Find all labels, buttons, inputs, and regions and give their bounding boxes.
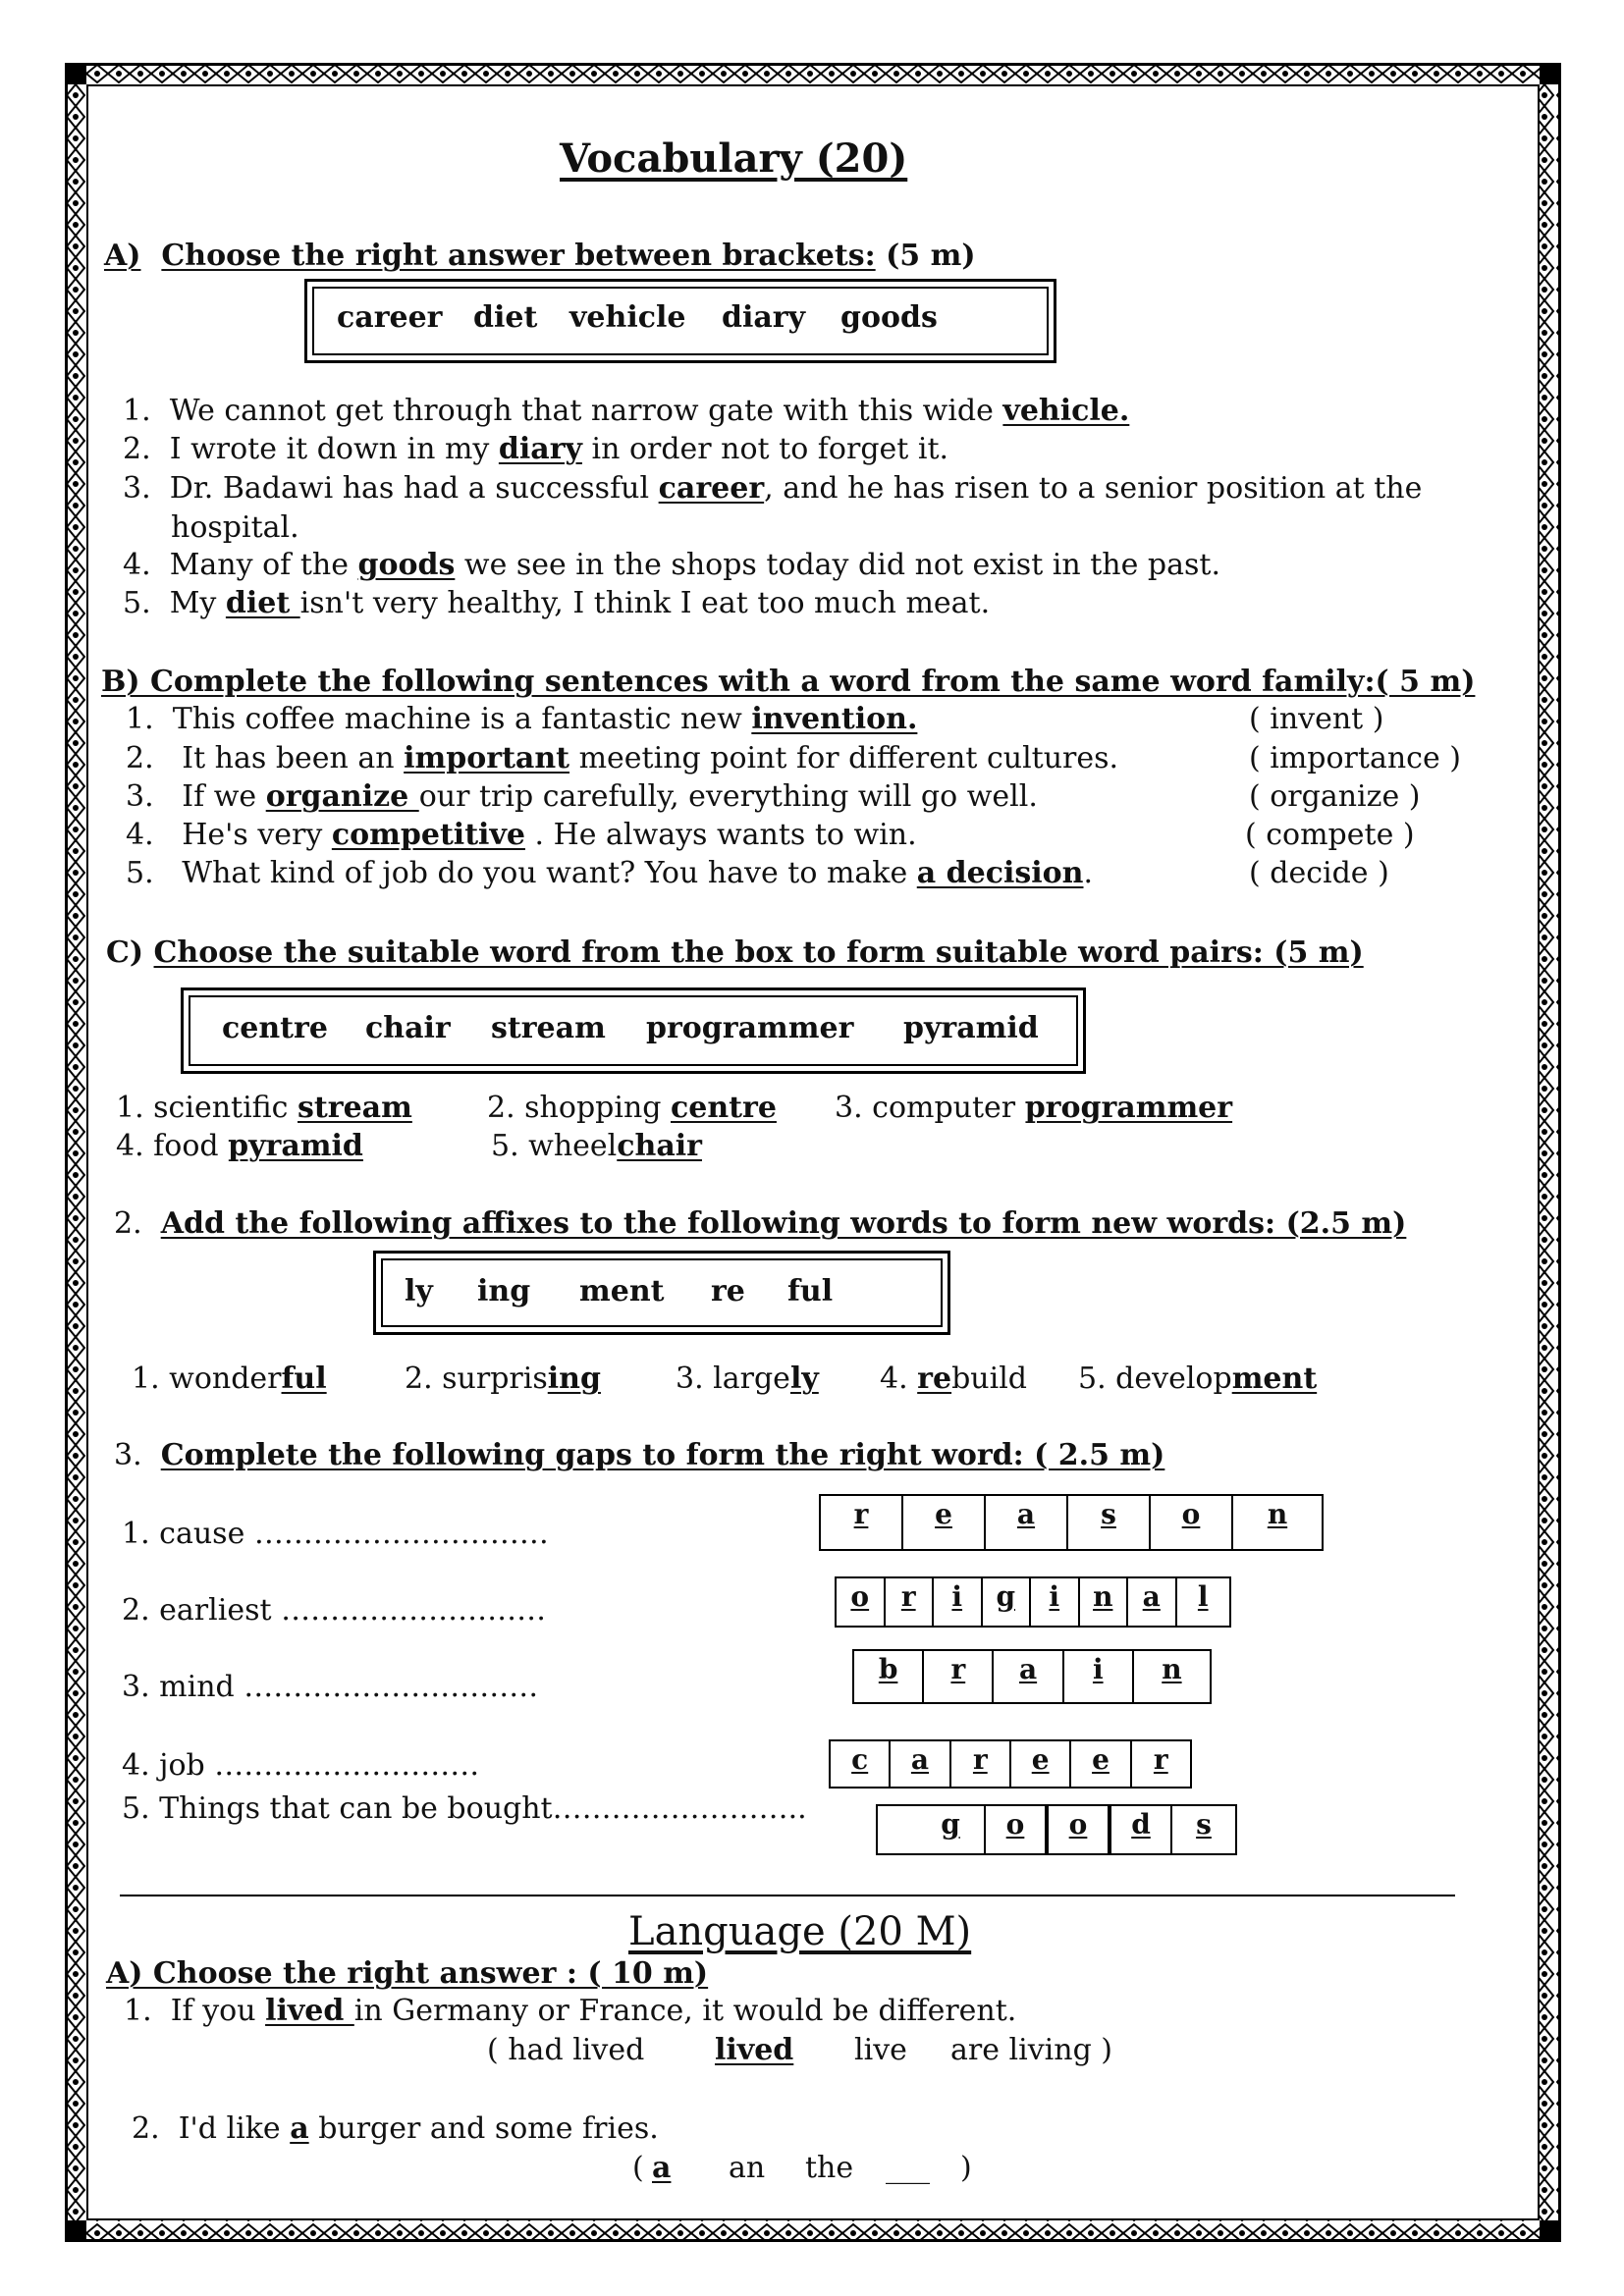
box-word: re [711,1274,745,1308]
section-a-heading: A) Choose the right answer between brackets: (5 m) [104,239,976,273]
list-item: 1. We cannot get through that narrow gate with this wide vehicle. [123,394,1130,428]
box-word: pyramid [903,1011,1039,1045]
word-pair: 1. scientific stream [116,1091,412,1125]
box-word: centre [222,1011,328,1045]
letter-grid: o r i g i n a l [835,1576,1231,1628]
affix-item: 4. rebuild [880,1362,1027,1396]
letter-grid: g o o d s [876,1804,1237,1855]
answer-option-correct: a [652,2151,672,2185]
word-pair: 4. food pyramid [116,1129,363,1163]
box-word: vehicle [569,300,686,335]
list-item-continuation: hospital. [171,510,299,545]
box-word: stream [491,1011,606,1045]
list-item: 4. Many of the goods we see in the shops today did not exist in the past. [123,548,1220,582]
gap-item-label: 5. Things that can be bought…………………….. [122,1791,807,1826]
answer-option: live [854,2033,907,2067]
box-word: ful [787,1274,834,1308]
box-word: goods [840,300,938,335]
list-item: 3. Dr. Badawi has had a successful career, and he has risen to a senior position at the [123,471,1423,506]
affix-item: 2. surprising [405,1362,601,1396]
list-item: 5. What kind of job do you want? You have to make a decision. [126,856,1094,890]
affix-item: 5. development [1078,1362,1318,1396]
box-word: programmer [646,1011,854,1045]
gap-item-label: 2. earliest ……………………… [122,1593,547,1628]
gap-item-label: 1. cause ………………………… [122,1517,549,1551]
word-hint: ( compete ) [1245,818,1415,852]
letter-grid: b r a i n [852,1649,1212,1704]
section-2-heading: 2. Add the following affixes to the following words to form new words: (2.5 m) [114,1206,1407,1241]
box-word: diet [473,300,538,335]
answer-option: ( had lived [487,2033,645,2067]
word-pair: 3. computer programmer [835,1091,1233,1125]
word-pair: 2. shopping centre [487,1091,777,1125]
box-word: ment [579,1274,665,1308]
answer-option: ( [632,2151,644,2185]
word-pair: 5. wheelchair [491,1129,702,1163]
list-item: 5. My diet isn't very healthy, I think I eat too much meat. [123,586,991,620]
affix-item: 1. wonderful [132,1362,327,1396]
section-b-heading: B) Complete the following sentences with a word from the same word family:( 5 m) [101,665,1476,699]
list-item: 1. This coffee machine is a fantastic new invention. [126,702,918,736]
box-word: ly [405,1274,433,1308]
word-hint: ( importance ) [1249,741,1461,775]
answer-option-correct: lived [715,2033,794,2067]
gap-item-label: 4. job ……………………… [122,1748,480,1783]
word-hint: ( invent ) [1249,702,1384,736]
list-item: 3. If we organize our trip carefully, everything will go well. [126,779,1038,814]
question: 2. I'd like a burger and some fries. [132,2111,659,2146]
gap-item-label: 3. mind ………………………… [122,1670,539,1704]
affix-item: 3. largely [676,1362,819,1396]
section-divider [120,1895,1455,1896]
letter-grid: r e a s o n [819,1494,1324,1551]
answer-option: ) [960,2151,972,2185]
box-word: diary [722,300,806,335]
answer-option: are living ) [950,2033,1113,2067]
answer-option: the [805,2151,854,2185]
answer-option: an [729,2151,766,2185]
language-a-heading: A) Choose the right answer : ( 10 m) [106,1956,709,1991]
vocabulary-title: Vocabulary (20) [560,135,908,182]
box-word: chair [365,1011,451,1045]
word-hint: ( organize ) [1249,779,1421,814]
list-item: 2. I wrote it down in my diary in order not to forget it. [123,432,949,466]
box-word: career [337,300,443,335]
question: 1. If you lived in Germany or France, it would be different. [124,1994,1017,2028]
section-c-heading: C) Choose the suitable word from the box to form suitable word pairs: (5 m) [106,935,1364,970]
answer-option: ___ [886,2151,930,2185]
letter-grid: c a r e e r [829,1739,1192,1789]
language-title: Language (20 M) [628,1909,972,1954]
box-word: ing [477,1274,531,1308]
list-item: 4. He's very competitive . He always wants to win. [126,818,917,852]
word-hint: ( decide ) [1249,856,1389,890]
section-3-heading: 3. Complete the following gaps to form the right word: ( 2.5 m) [114,1438,1165,1472]
list-item: 2. It has been an important meeting point for different cultures. [126,741,1119,775]
